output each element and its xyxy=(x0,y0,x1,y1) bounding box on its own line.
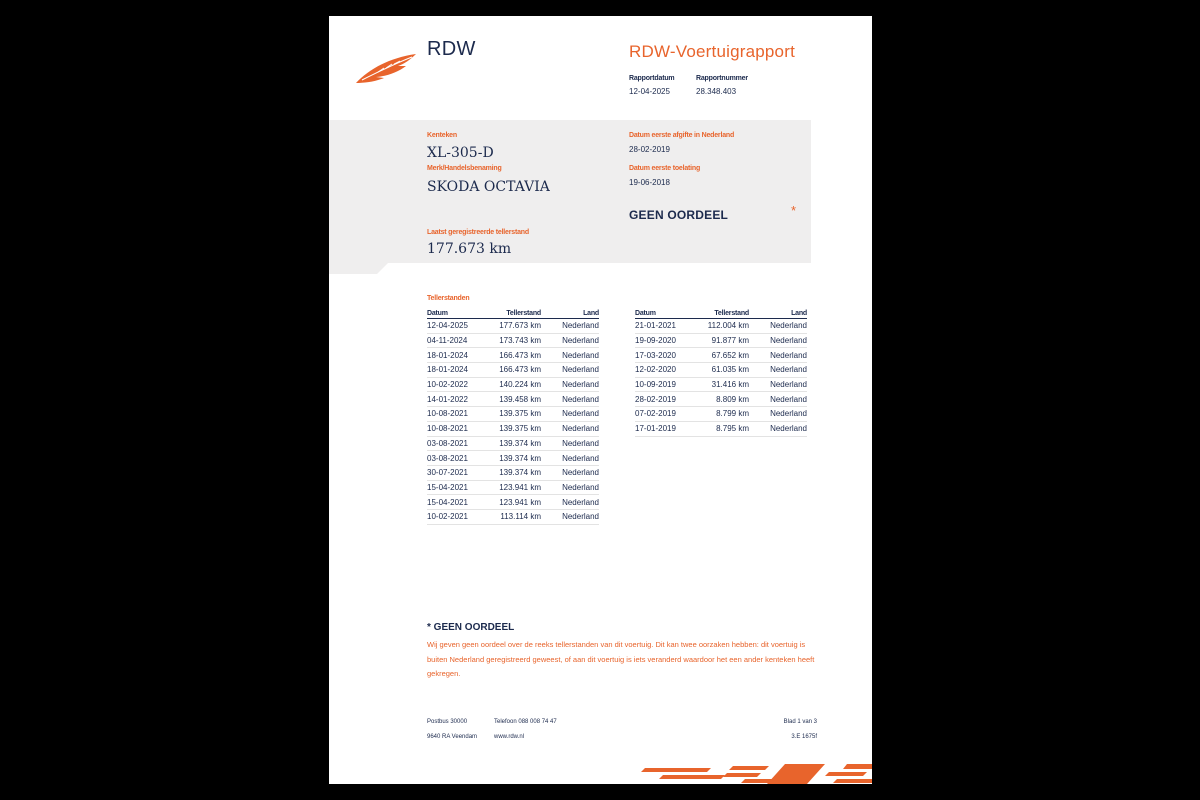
brand-name: RDW xyxy=(427,38,476,60)
table-row xyxy=(635,392,807,407)
cell-date: 21-01-2021 xyxy=(635,319,703,334)
report-title: RDW-Voertuigrapport xyxy=(629,42,795,61)
cell-reading: 139.374 km xyxy=(495,451,541,466)
footer-code: 3.E 1675f xyxy=(791,734,817,740)
table-row xyxy=(427,363,599,378)
odometer-table-right xyxy=(635,309,807,437)
cell-date: 12-04-2025 xyxy=(427,319,495,334)
table-row xyxy=(635,319,807,334)
cell-reading: 112.004 km xyxy=(703,319,749,334)
cell-date: 03-08-2021 xyxy=(427,451,495,466)
col-header-country: Land xyxy=(749,309,807,319)
cell-country: Nederland xyxy=(749,377,807,392)
make-value: SKODA OCTAVIA xyxy=(427,179,550,195)
cell-date: 15-04-2021 xyxy=(427,495,495,510)
cell-reading: 67.652 km xyxy=(703,348,749,363)
report-page xyxy=(329,16,872,784)
cell-date: 28-02-2019 xyxy=(635,392,703,407)
verdict-text: GEEN OORDEEL xyxy=(629,208,729,222)
cell-country: Nederland xyxy=(541,377,599,392)
odometer-value: 177.673 km xyxy=(427,241,512,257)
cell-reading: 166.473 km xyxy=(495,363,541,378)
footer-phone: Telefoon 088 008 74 47 xyxy=(494,719,557,725)
col-header-date: Datum xyxy=(635,309,703,319)
cell-date: 17-01-2019 xyxy=(635,421,703,436)
table-row xyxy=(635,333,807,348)
cell-country: Nederland xyxy=(541,436,599,451)
note-title: * GEEN OORDEEL xyxy=(427,622,515,633)
footer-address-line1: Postbus 30000 xyxy=(427,719,468,725)
col-header-reading: Tellerstand xyxy=(495,309,541,319)
cell-country: Nederland xyxy=(749,392,807,407)
cell-country: Nederland xyxy=(541,319,599,334)
cell-date: 17-03-2020 xyxy=(635,348,703,363)
table-row xyxy=(427,421,599,436)
col-header-date: Datum xyxy=(427,309,495,319)
cell-reading: 123.941 km xyxy=(495,495,541,510)
cell-reading: 139.458 km xyxy=(495,392,541,407)
cell-date: 10-02-2021 xyxy=(427,509,495,524)
table-row xyxy=(635,407,807,422)
cell-reading: 139.375 km xyxy=(495,421,541,436)
odometer-section-title: Tellerstanden xyxy=(427,295,470,302)
cell-country: Nederland xyxy=(749,333,807,348)
report-number-label: Rapportnummer xyxy=(696,75,748,82)
cell-reading: 8.799 km xyxy=(703,407,749,422)
cell-date: 10-02-2022 xyxy=(427,377,495,392)
footer-address-line2: 9640 RA Veendam xyxy=(427,734,478,740)
note-text: Wij geven geen oordeel over de reeks tellerstanden van dit voertuig. Dit kan twee oorzaken hebben: dit voertuig is buiten Nederland geregistreerd geweest, of aan dit voertuig is iets veranderd waardoor het een ander kenteken heeft gekregen. xyxy=(427,640,815,678)
cell-country: Nederland xyxy=(541,465,599,480)
vehicle-info-band xyxy=(329,120,811,263)
cell-country: Nederland xyxy=(749,348,807,363)
first-admission-value: 19-06-2018 xyxy=(629,178,670,187)
cell-reading: 140.224 km xyxy=(495,377,541,392)
cell-country: Nederland xyxy=(749,421,807,436)
cell-date: 03-08-2021 xyxy=(427,436,495,451)
cell-country: Nederland xyxy=(749,407,807,422)
report-number-value: 28.348.403 xyxy=(696,87,737,96)
report-date-label: Rapportdatum xyxy=(629,75,675,82)
cell-date: 04-11-2024 xyxy=(427,333,495,348)
cell-reading: 8.795 km xyxy=(703,421,749,436)
table-row xyxy=(635,377,807,392)
cell-reading: 139.374 km xyxy=(495,436,541,451)
table-row xyxy=(427,465,599,480)
table-row xyxy=(427,348,599,363)
plate-value: XL-305-D xyxy=(427,145,494,161)
cell-reading: 91.877 km xyxy=(703,333,749,348)
table-header-row xyxy=(635,309,807,319)
table-row xyxy=(427,509,599,524)
first-issue-nl-label: Datum eerste afgifte in Nederland xyxy=(629,132,735,139)
first-admission-label: Datum eerste toelating xyxy=(629,165,701,172)
footer-page-number: Blad 1 van 3 xyxy=(783,719,817,725)
table-row xyxy=(427,319,599,334)
cell-date: 12-02-2020 xyxy=(635,363,703,378)
cell-country: Nederland xyxy=(541,421,599,436)
cell-reading: 31.416 km xyxy=(703,377,749,392)
cell-reading: 139.375 km xyxy=(495,407,541,422)
table-row xyxy=(427,495,599,510)
table-row xyxy=(635,363,807,378)
cell-reading: 8.809 km xyxy=(703,392,749,407)
table-row xyxy=(427,333,599,348)
decorative-stripes-icon xyxy=(641,762,872,784)
col-header-country: Land xyxy=(541,309,599,319)
table-row xyxy=(427,377,599,392)
cell-date: 10-09-2019 xyxy=(635,377,703,392)
band-notch xyxy=(329,262,389,274)
cell-country: Nederland xyxy=(541,363,599,378)
cell-date: 10-08-2021 xyxy=(427,407,495,422)
cell-country: Nederland xyxy=(541,480,599,495)
plate-label: Kenteken xyxy=(427,132,457,139)
cell-date: 18-01-2024 xyxy=(427,348,495,363)
cell-reading: 123.941 km xyxy=(495,480,541,495)
cell-reading: 166.473 km xyxy=(495,348,541,363)
feather-logo-icon xyxy=(354,50,418,84)
cell-date: 19-09-2020 xyxy=(635,333,703,348)
cell-date: 07-02-2019 xyxy=(635,407,703,422)
cell-reading: 113.114 km xyxy=(495,509,541,524)
cell-date: 18-01-2024 xyxy=(427,363,495,378)
cell-country: Nederland xyxy=(541,495,599,510)
table-row xyxy=(427,436,599,451)
cell-country: Nederland xyxy=(541,451,599,466)
cell-country: Nederland xyxy=(749,363,807,378)
cell-date: 30-07-2021 xyxy=(427,465,495,480)
make-label: Merk/Handelsbenaming xyxy=(427,165,502,172)
report-date-value: 12-04-2025 xyxy=(629,87,670,96)
cell-reading: 177.673 km xyxy=(495,319,541,334)
cell-date: 14-01-2022 xyxy=(427,392,495,407)
table-row xyxy=(635,348,807,363)
table-row xyxy=(427,480,599,495)
cell-country: Nederland xyxy=(541,407,599,422)
table-row xyxy=(427,451,599,466)
odometer-table-left xyxy=(427,309,599,525)
table-row xyxy=(427,407,599,422)
cell-reading: 61.035 km xyxy=(703,363,749,378)
cell-date: 15-04-2021 xyxy=(427,480,495,495)
table-row xyxy=(427,392,599,407)
cell-reading: 139.374 km xyxy=(495,465,541,480)
table-header-row xyxy=(427,309,599,319)
cell-country: Nederland xyxy=(541,333,599,348)
cell-country: Nederland xyxy=(541,392,599,407)
footer-website[interactable]: www.rdw.nl xyxy=(494,734,525,740)
cell-reading: 173.743 km xyxy=(495,333,541,348)
cell-date: 10-08-2021 xyxy=(427,421,495,436)
cell-country: Nederland xyxy=(749,319,807,334)
verdict-star: * xyxy=(791,203,797,218)
col-header-reading: Tellerstand xyxy=(703,309,749,319)
first-issue-nl-value: 28-02-2019 xyxy=(629,145,670,154)
table-row xyxy=(635,421,807,436)
cell-country: Nederland xyxy=(541,348,599,363)
cell-country: Nederland xyxy=(541,509,599,524)
odometer-label: Laatst geregistreerde tellerstand xyxy=(427,229,529,236)
